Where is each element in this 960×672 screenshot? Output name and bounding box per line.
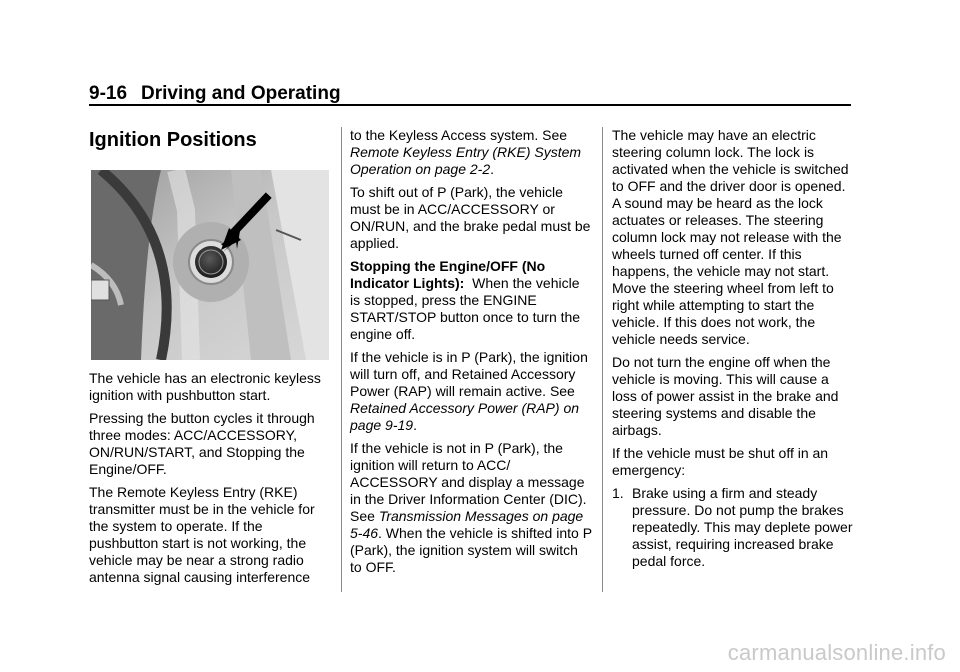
paragraph: The Remote Keyless Entry (RKE) transmitter must be in the vehicle for the system to operate. If the pushbutton start is not working, the vehicle may be near a strong radio antenna signal causing interference: [89, 484, 315, 585]
paragraph: [350, 258, 593, 343]
column-divider-1: [341, 127, 342, 592]
chapter-title: Driving and Operating: [141, 83, 341, 104]
run-in-heading: Stopping the Engine/OFF (No Indicator Lights):: [350, 258, 546, 291]
page-number: 9-16: [89, 83, 128, 104]
paragraph: If the vehicle must be shut off in an emergency:: [612, 445, 829, 478]
column-1: [89, 370, 334, 592]
paragraph: Do not turn the engine off when the vehicle is moving. This will cause a loss of power assist in the brake and steering systems and disable the airbags.: [612, 354, 839, 438]
list-item-text: Brake using a firm and steady pressure. Do not pump the brakes repeatedly. This may deplete power assist, requiring increased brake pedal force.: [632, 485, 853, 569]
text-run: When the vehicle is stopped, press the ENGINE START/STOP button once to turn the engine off.: [350, 275, 581, 342]
paragraph: To shift out of P (Park), the vehicle must be in ACC/ACCESSORY or ON/RUN, and the brake pedal must be applied.: [350, 184, 591, 251]
paragraph: [350, 440, 593, 576]
list-item: [612, 485, 857, 570]
paragraph: Pressing the button cycles it through three modes: ACC/ACCESSORY, ON/RUN/START, and Stopping the Engine/OFF.: [89, 410, 315, 477]
header-rule: [89, 104, 851, 106]
text-run: .: [413, 417, 417, 433]
list-number: 1.: [612, 485, 624, 501]
cross-reference: Transmission Messages on page 5-46: [350, 508, 584, 541]
text-run: If the vehicle is in P (Park), the ignition will turn off, and Retained Accessory Power (RAP) will remain active. See: [350, 349, 588, 399]
text-run: .: [490, 161, 494, 177]
text-run: to the Keyless Access system. See: [350, 127, 568, 143]
ignition-button-photo: [91, 170, 329, 360]
text-run: . When the vehicle is shifted into P (Park), the ignition system will switch to OFF.: [350, 525, 592, 575]
text-run: If the vehicle is not in P (Park), the ignition will return to ACC/ ACCESSORY and display a message in the Driver Information Center (DIC). See: [350, 440, 587, 524]
paragraph: The vehicle may have an electric steering column lock. The lock is activated when the vehicle is switched to OFF and the driver door is opened. A sound may be heard as the lock actuates or releases. The steering column lock may not release with the wheels turned off center. If this happens, the vehicle may not start. Move the steering wheel from left to right while attempting to start the vehicle. If this does not work, the vehicle needs service.: [612, 127, 849, 347]
section-title: Ignition Positions: [89, 129, 257, 151]
cross-reference: Retained Accessory Power (RAP) on page 9-19: [350, 400, 580, 433]
photo-illustration: [91, 170, 329, 360]
column-3: [612, 127, 857, 570]
column-2: [350, 127, 593, 582]
paragraph: [350, 127, 593, 178]
cross-reference: Remote Keyless Entry (RKE) System Operation on page 2-2: [350, 144, 582, 177]
paragraph: [350, 349, 593, 434]
header-text: [89, 83, 851, 105]
column-divider-2: [602, 127, 603, 592]
paragraph: The vehicle has an electronic keyless ignition with pushbutton start.: [89, 370, 321, 403]
watermark: carmanualsonline.info: [727, 640, 946, 665]
